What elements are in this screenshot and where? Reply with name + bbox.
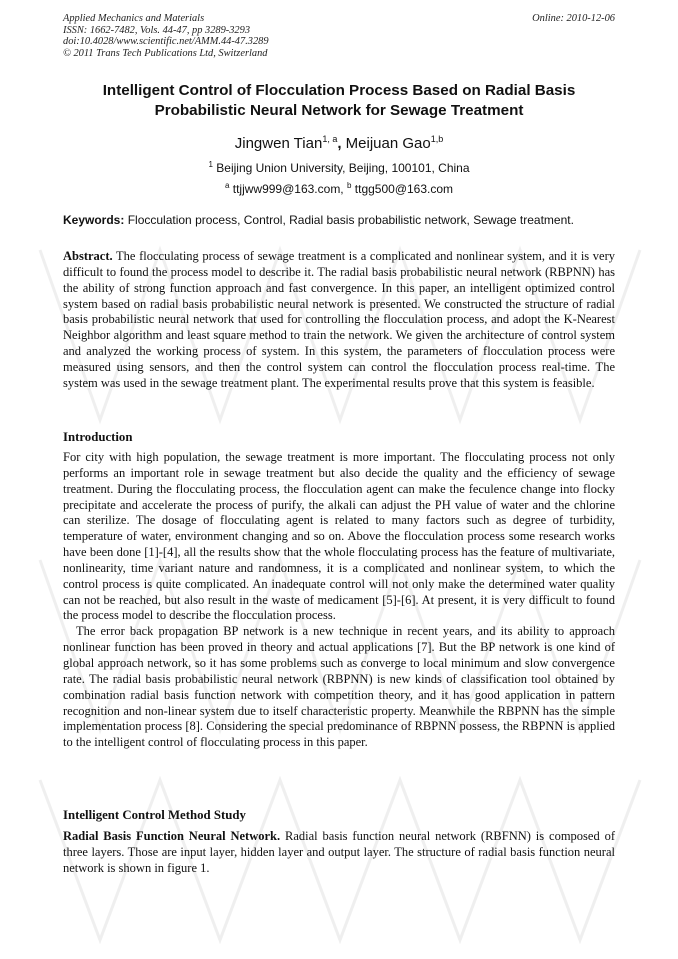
rbfnn-text: Radial basis function neural network (RBFNN) is composed of three layers. Those are input layer, hidden layer and output layer. The structure of radial basis function neural network is shown in figure 1. — [63, 829, 616, 875]
keywords-text: Flocculation process, Control, Radial basis probabilistic network, Sewage treatment. — [127, 213, 574, 227]
journal-name: Applied Mechanics and Materials — [63, 13, 205, 24]
rbfnn-subheading: Radial Basis Function Neural Network. — [63, 829, 281, 843]
affiliation-text: Beijing Union University, Beijing, 100101, China — [216, 161, 470, 175]
online-date: Online: 2010-12-06 — [532, 13, 615, 24]
keywords-label: Keywords: — [63, 213, 125, 227]
intro-paragraph-2: The error back propagation BP network is a new technique in recent years, and its ability to approach nonlinear function has been proved in theory and actual applications [7]. But the BP network is one kind of global approach network, so it has some problems such as converge to local minimum and slow convergence rate. The radial basis probabilistic neural network (RBPNN) is new kinds of classification tool obtained by combination radial basis function network with competition theory, and it has good application in pattern recognition and non-linear system due to itself characteristic property. Meanwhile the RBPNN has the simple implementation process [8]. Considering the special predominance of RBPNN possess, the RBPNN is applied to the intelligent control of flocculating process in this paper. — [63, 624, 615, 750]
author-separator: , — [337, 135, 346, 152]
author-list — [0, 129, 678, 154]
journal-info — [63, 13, 269, 59]
abstract-text: The flocculating process of sewage treatment is a complicated and nonlinear system, and it is very difficult to found the process model to describe it. The radial basis probabilistic neural network (RBPNN) has the ability of strong function approach and fast convergence. In this paper, an intelligent optimized control system based on radial basis probabilistic neural network is presented. We constructed the structure of radial basis probabilistic neural network that used for controlling the flocculation process, and adopt the K-Nearest Neighbor algorithm and least square method to train the network. We given the architecture of control system and analyzed the working process of system. In this system, the parameters of flocculation process were measured using sensors, and then the control system can control the flocculation process real-time. The system was used in the sewage treatment plant. The experimental results prove that this system is feasible. — [63, 249, 615, 390]
doi-line: doi:10.4028/www.scientific.net/AMM.44-47.3289 — [63, 36, 269, 48]
author-1: Jingwen Tian — [234, 135, 323, 152]
author-2: Meijuan Gao — [345, 135, 431, 152]
method-heading: Intelligent Control Method Study — [63, 808, 246, 822]
keywords — [63, 213, 615, 228]
paper-title — [40, 81, 638, 120]
email-marker-a: a — [224, 181, 230, 190]
abstract-label: Abstract. — [63, 249, 113, 263]
intro-paragraph-1: For city with high population, the sewage treatment is more important. The flocculating process not only performs an important role in sewage treatment but also decide the quality and the efficiency of sewage treatment. During the flocculating process, the flocculation agent can make the feculence change into flocky precipitate and accelerate the process of purify, the alkali can adjust the PH value of water and the chlorine can sterilize. The dosage of flocculating agent is related to many factors such as degree of turbidity, temperature of water, environment changing and so on. Above the flocculation process some research works have been done [1]-[4], all the results show that the whole flocculating process has the feature of multivariate, nonlinearity, time variant nature and randomness, it is a complicated and nonlinear system, to which the control process is quite complicated. An inadequate control will not only make the determined water quality can not be reached, but also result in the waste of medicament [5]-[6]. At present, it is very difficult to found the process model to describe the flocculation process. — [63, 450, 615, 623]
introduction-body — [63, 450, 615, 751]
issn-line: ISSN: 1662-7482, Vols. 44-47, pp 3289-3293 — [63, 24, 251, 36]
author-1-affil: 1, a — [322, 134, 338, 144]
email-marker-b: b — [346, 181, 352, 190]
title-line-1: Intelligent Control of Flocculation Process Based on Radial Basis — [102, 82, 576, 99]
method-body — [63, 829, 615, 877]
email-b: ttgg500@163.com — [354, 182, 454, 196]
title-line-2: Probabilistic Neural Network for Sewage Treatment — [154, 101, 524, 119]
email-a: ttjjww999@163.com, — [232, 182, 347, 196]
introduction-heading: Introduction — [63, 430, 133, 444]
author-2-affil: 1,b — [430, 134, 444, 144]
affiliation-marker: 1 — [208, 160, 213, 169]
affiliation — [0, 157, 678, 176]
copyright-line: © 2011 Trans Tech Publications Ltd, Switzerland — [63, 47, 268, 59]
abstract — [63, 249, 615, 392]
author-emails — [0, 178, 678, 197]
